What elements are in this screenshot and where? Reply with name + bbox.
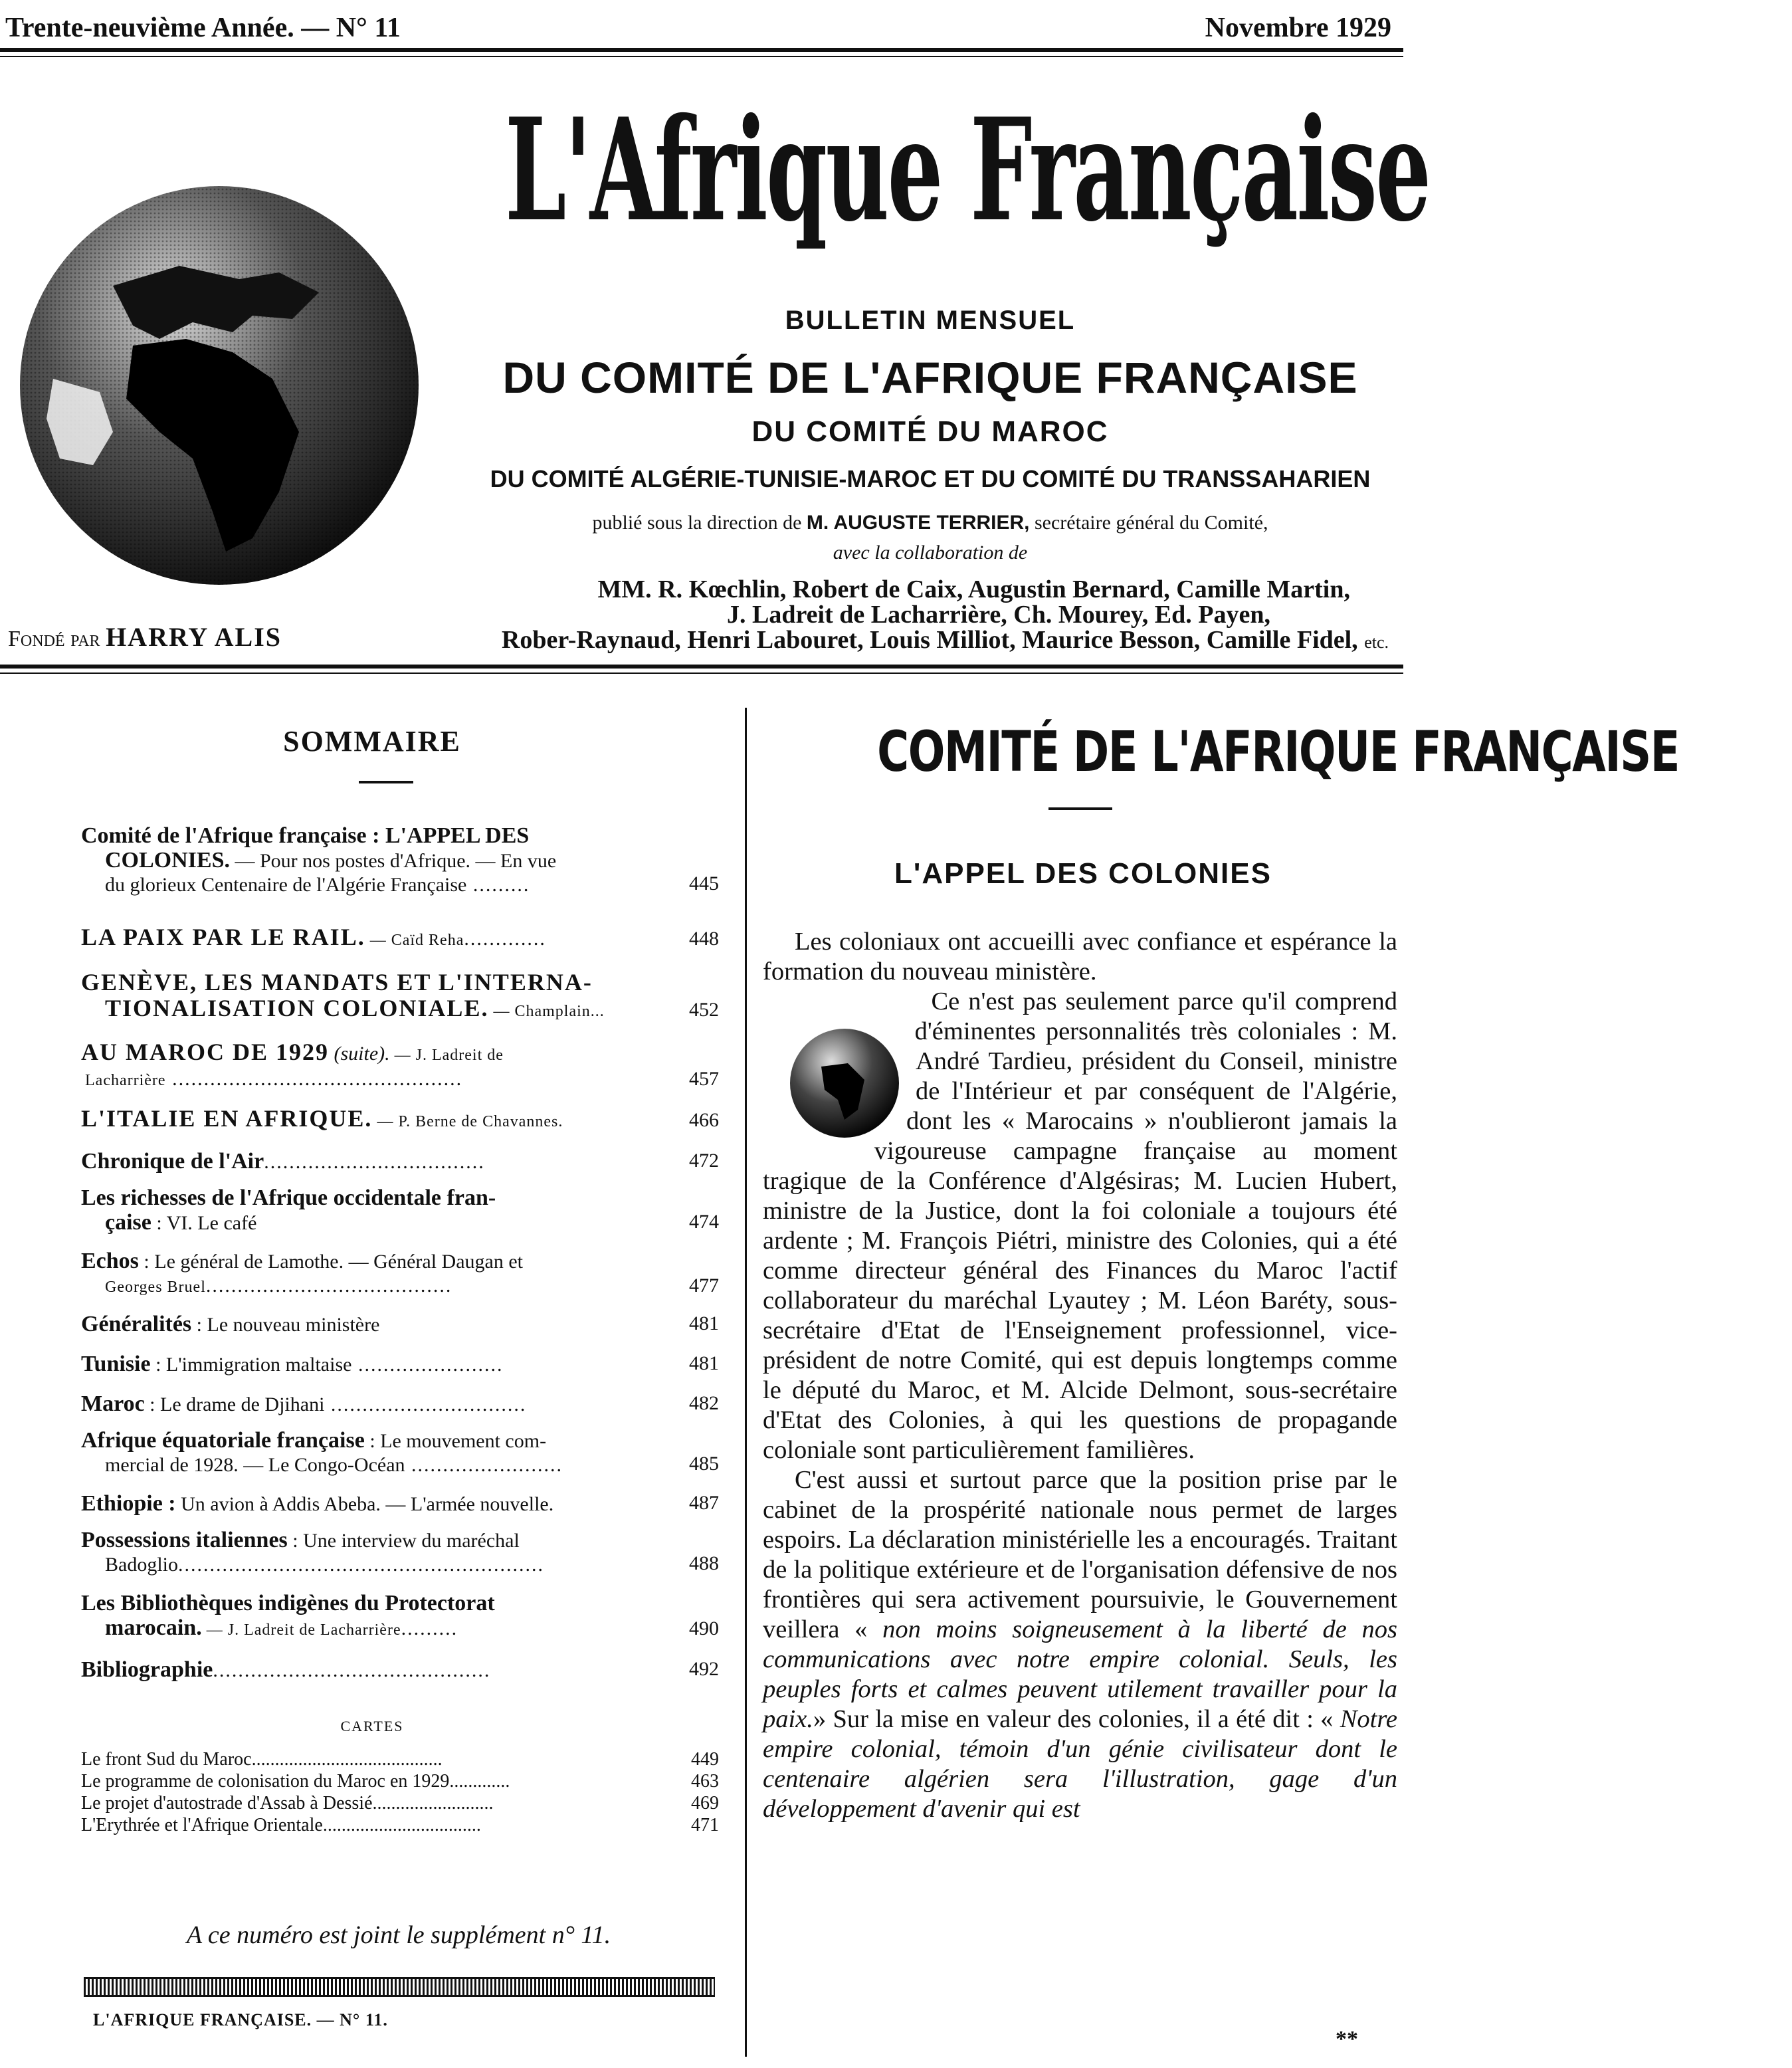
section-title-text: COMITÉ DE L'AFRIQUE FRANÇAISE <box>877 719 1679 784</box>
carte-label: Le programme de colonisation du Maroc en 1929 <box>81 1771 450 1792</box>
toc-heading: TIONALISATION COLONIALE. <box>105 995 489 1021</box>
toc-heading: L'ITALIE EN AFRIQUE. <box>81 1105 373 1132</box>
carte-entry: Le front Sud du Maroc......................................... 449 <box>81 1749 719 1770</box>
founder-line <box>8 621 282 653</box>
masthead-title: L'Afrique Française <box>505 87 1430 253</box>
toc-author: — Caïd Reha <box>365 932 464 949</box>
toc-page: 481 <box>689 1312 719 1334</box>
toc-heading: Ethiopie : <box>81 1491 176 1516</box>
issue-date: Novembre 1929 <box>1205 13 1391 43</box>
sommaire-rule <box>359 781 413 783</box>
algerie-subtitle: DU COMITÉ ALGÉRIE-TUNISIE-MAROC ET DU COMITÉ DU TRANSSAHARIEN <box>490 465 1371 492</box>
toc-page: 474 <box>689 1211 719 1233</box>
toc-text: : Le mouvement com- <box>364 1430 547 1452</box>
toc-author: — P. Berne de Chavannes. <box>372 1113 563 1130</box>
small-globe-icon <box>788 1027 901 1140</box>
article-paragraph: Ce n'est pas seulement parce qu'il comprend d'éminentes personnalités très coloniales : M. André Tardieu, président du Conseil, ministre de l'Intérieur et par conséquent de l'Algérie, dont les « Marocains » n'oublieront jamais la vigoureuse campagne française au moment tragique de la Conférence d'Algésiras; M. Lucien Hubert, ministre de la Justice, dont la foi coloniale a toujours été ardente ; M. François Piétri, ministre des Colonies, qui a été comme directeur général des Finances du Maroc l'actif collaborateur du maréchal Lyautey ; M. Léon Baréty, sous-secrétaire d'Etat de l'Enseignement professionnel, vice-président de notre Comité, qui est depuis longtemps comme le député du Maroc, et M. Alcide Delmont, sous-secrétaire d'Etat des Colonies, à qui les questions de propagande coloniale sont particulièrement familières. <box>763 987 1397 1464</box>
toc-entry: Comité de l'Afrique française : L'APPEL DES COLONIES. — Pour nos postes d'Afrique. — En vue du glorieux Centenaire de l'Algérie Française ......... 445 <box>81 823 719 896</box>
toc-heading: Généralités <box>81 1312 192 1336</box>
toc-entry: Afrique équatoriale française : Le mouvement com- mercial de 1928. — Le Congo-Océan ........................ 485 <box>81 1428 719 1476</box>
toc-author: Lacharrière <box>85 1072 166 1089</box>
toc-heading: Les richesses de l'Afrique occidentale fran- <box>81 1186 496 1210</box>
footer-ornament <box>84 1977 715 1997</box>
article-paragraph: Les coloniaux ont accueilli avec confiance et espérance la formation du nouveau ministère. <box>763 928 1397 985</box>
toc-page: 487 <box>689 1492 719 1514</box>
toc-heading: LA PAIX PAR LE RAIL. <box>81 924 365 950</box>
sommaire-title: SOMMAIRE <box>283 725 461 758</box>
toc-entry <box>81 1492 719 1516</box>
section-title <box>764 719 1679 784</box>
toc-page: 457 <box>689 1068 719 1090</box>
column-divider <box>745 708 747 2057</box>
masthead-rule-thin <box>0 672 1403 674</box>
toc-heading: AU MAROC DE 1929 <box>81 1039 329 1065</box>
top-rule-thin <box>0 56 1403 57</box>
toc-heading: Echos <box>81 1249 139 1273</box>
toc-heading: Tunisie <box>81 1352 151 1376</box>
collaborators-line-3 <box>502 625 1389 655</box>
toc-page: 492 <box>689 1658 719 1680</box>
toc-entry: AU MAROC DE 1929 (suite). — J. Ladreit de Lacharrière .............................................. 457 <box>81 1039 719 1090</box>
toc-page: 490 <box>689 1617 719 1639</box>
collaboration-intro: avec la collaboration de <box>833 542 1028 564</box>
direction-suffix: secrétaire général du Comité, <box>1035 512 1268 534</box>
toc-heading: Possessions italiennes <box>81 1528 288 1552</box>
article-paragraph <box>763 1465 1397 1824</box>
toc-text: : Le nouveau ministère <box>191 1314 380 1336</box>
toc-page: 485 <box>689 1453 719 1475</box>
carte-entry: Le programme de colonisation du Maroc en 1929............. 463 <box>81 1771 719 1792</box>
toc-heading: Chronique de l'Air <box>81 1149 264 1174</box>
toc-page: 445 <box>689 873 719 894</box>
toc-author: — J. Ladreit de <box>389 1047 504 1064</box>
toc-entry: Chronique de l'Air................................... 472 <box>81 1149 719 1174</box>
founder-prefix: Fondé par <box>8 627 100 651</box>
toc-heading: Comité de l'Afrique française : L'APPEL DES <box>81 823 530 848</box>
carte-entry: Le projet d'autostrade d'Assab à Dessié.......................... 469 <box>81 1793 719 1813</box>
toc-author: — J. Ladreit de Lacharrière <box>201 1621 401 1639</box>
committee-subtitle: DU COMITÉ DE L'AFRIQUE FRANÇAISE <box>502 353 1358 402</box>
toc-entry: Possessions italiennes : Une interview du maréchal Badoglio.......................................................... 488 <box>81 1528 719 1576</box>
section-rule <box>1048 807 1112 810</box>
article-text: C'est aussi et surtout parce que la position prise par le cabinet de la prospérité nationale nous permet de larges espoirs. La déclaration ministérielle les a encouragés. Traitant de la politique extérieure et de l'organisation défensive de nos frontières qui sera activement poursuivie, le Gouvernement veillera « <box>763 1466 1397 1643</box>
collaborators-line-1: MM. R. Kœchlin, Robert de Caix, Augustin Bernard, Camille Martin, <box>597 575 1350 603</box>
globe-logo <box>13 179 425 591</box>
toc-author: — Champlain... <box>488 1003 605 1020</box>
toc-heading: GENÈVE, LES MANDATS ET L'INTERNA- <box>81 969 593 995</box>
toc-entry: Bibliographie............................................ 492 <box>81 1657 719 1682</box>
toc-text: Un avion à Addis Abeba. — L'armée nouvelle. <box>175 1493 554 1515</box>
collaborators-names: Rober-Raynaud, Henri Labouret, Louis Milliot, Maurice Besson, Camille Fidel, <box>501 626 1358 654</box>
toc-page: 482 <box>689 1392 719 1414</box>
toc-text: : Le drame de Djihani <box>144 1394 325 1415</box>
toc-page: 466 <box>689 1109 719 1131</box>
issue-number: Trente-neuvième Année. — N° 11 <box>5 13 401 43</box>
toc-page: 472 <box>689 1150 719 1172</box>
toc-entry <box>81 970 719 1023</box>
toc-entry <box>81 1106 719 1134</box>
cartes-title: CARTES <box>340 1718 404 1734</box>
carte-page: 469 <box>691 1793 719 1813</box>
toc-text: : VI. Le café <box>151 1212 257 1234</box>
direction-line <box>465 512 1395 534</box>
direction-prefix: publié sous la direction de <box>592 512 802 534</box>
collaborators-etc: etc. <box>1364 633 1389 652</box>
toc-entry: Tunisie : L'immigration maltaise ....................... 481 <box>81 1352 719 1376</box>
carte-label: L'Erythrée et l'Afrique Orientale <box>81 1815 323 1835</box>
masthead-rule <box>0 665 1403 669</box>
article-body <box>763 927 1397 1824</box>
carte-entry: L'Erythrée et l'Afrique Orientale.................................. 471 <box>81 1815 719 1835</box>
toc-text: Badoglio <box>105 1554 178 1576</box>
supplement-note: A ce numéro est joint le supplément n° 11. <box>186 1921 611 1949</box>
bulletin-subtitle: BULLETIN MENSUEL <box>785 306 1076 335</box>
toc-text: du glorieux Centenaire de l'Algérie Française <box>105 874 467 896</box>
toc-author: Georges Bruel <box>105 1279 206 1296</box>
toc-page: 488 <box>689 1552 719 1574</box>
footer-running-title: L'AFRIQUE FRANÇAISE. — N° 11. <box>93 2010 388 2029</box>
article-text: » Sur la mise en valeur des colonies, il a été dit : « <box>813 1705 1334 1733</box>
carte-page: 449 <box>691 1749 719 1770</box>
toc-entry <box>81 1186 719 1235</box>
toc-text: — Pour nos postes d'Afrique. — En vue <box>230 850 557 872</box>
toc-entry: Echos : Le général de Lamothe. — Général Daugan et Georges Bruel....................................... 477 <box>81 1249 719 1296</box>
article-quote: non moins soigneusement à la liberté de nos communications avec notre empire colonial. Seuls, les peuples forts et calmes peuvent utilement travailler pour la paix. <box>763 1615 1397 1733</box>
toc-heading: çaise <box>105 1210 151 1235</box>
toc-page: 448 <box>689 928 719 950</box>
toc-entry: Maroc : Le drame de Djihani ............................... 482 <box>81 1392 719 1416</box>
toc-text: : Une interview du maréchal <box>287 1530 520 1552</box>
carte-label: Le projet d'autostrade d'Assab à Dessié <box>81 1793 373 1813</box>
toc-heading: Maroc <box>81 1392 145 1416</box>
toc-page: 452 <box>689 999 719 1021</box>
maroc-subtitle: DU COMITÉ DU MAROC <box>751 415 1109 448</box>
toc-note: (suite). <box>328 1043 390 1065</box>
collaborators-line-2: J. Ladreit de Lacharrière, Ch. Mourey, Ed. Payen, <box>726 601 1270 629</box>
toc-text: : L'immigration maltaise <box>150 1354 352 1376</box>
toc-heading: marocain. <box>105 1615 202 1640</box>
toc-text: : Le général de Lamothe. — Général Daugan et <box>138 1251 523 1273</box>
toc-entry: LA PAIX PAR LE RAIL. — Caïd Reha............. 448 <box>81 924 719 950</box>
top-rule <box>0 48 1403 52</box>
carte-page: 463 <box>691 1771 719 1792</box>
article-title: L'APPEL DES COLONIES <box>894 857 1272 890</box>
toc-entry <box>81 1312 719 1337</box>
toc-heading: Les Bibliothèques indigènes du Protectorat <box>81 1591 495 1615</box>
founder-name: HARRY ALIS <box>106 622 282 652</box>
toc-heading: Afrique équatoriale française <box>81 1428 365 1453</box>
carte-label: Le front Sud du Maroc <box>81 1749 252 1770</box>
toc-heading: COLONIES. <box>105 848 230 873</box>
director-name: M. AUGUSTE TERRIER, <box>806 512 1030 534</box>
signature-stars: ** <box>1336 2027 1358 2051</box>
toc-entry: Les Bibliothèques indigènes du Protectorat marocain. — J. Ladreit de Lacharrière......... 490 <box>81 1591 719 1640</box>
article-quote: Notre empire colonial, témoin d'un génie civilisateur dont le centenaire algérien sera l'illustration, gage d'un développement d'avenir qui est <box>763 1705 1397 1823</box>
toc-page: 481 <box>689 1352 719 1374</box>
carte-page: 471 <box>691 1815 719 1835</box>
toc-heading: Bibliographie <box>81 1657 213 1682</box>
toc-text: mercial de 1928. — Le Congo-Océan <box>105 1454 405 1476</box>
toc-page: 477 <box>689 1275 719 1296</box>
